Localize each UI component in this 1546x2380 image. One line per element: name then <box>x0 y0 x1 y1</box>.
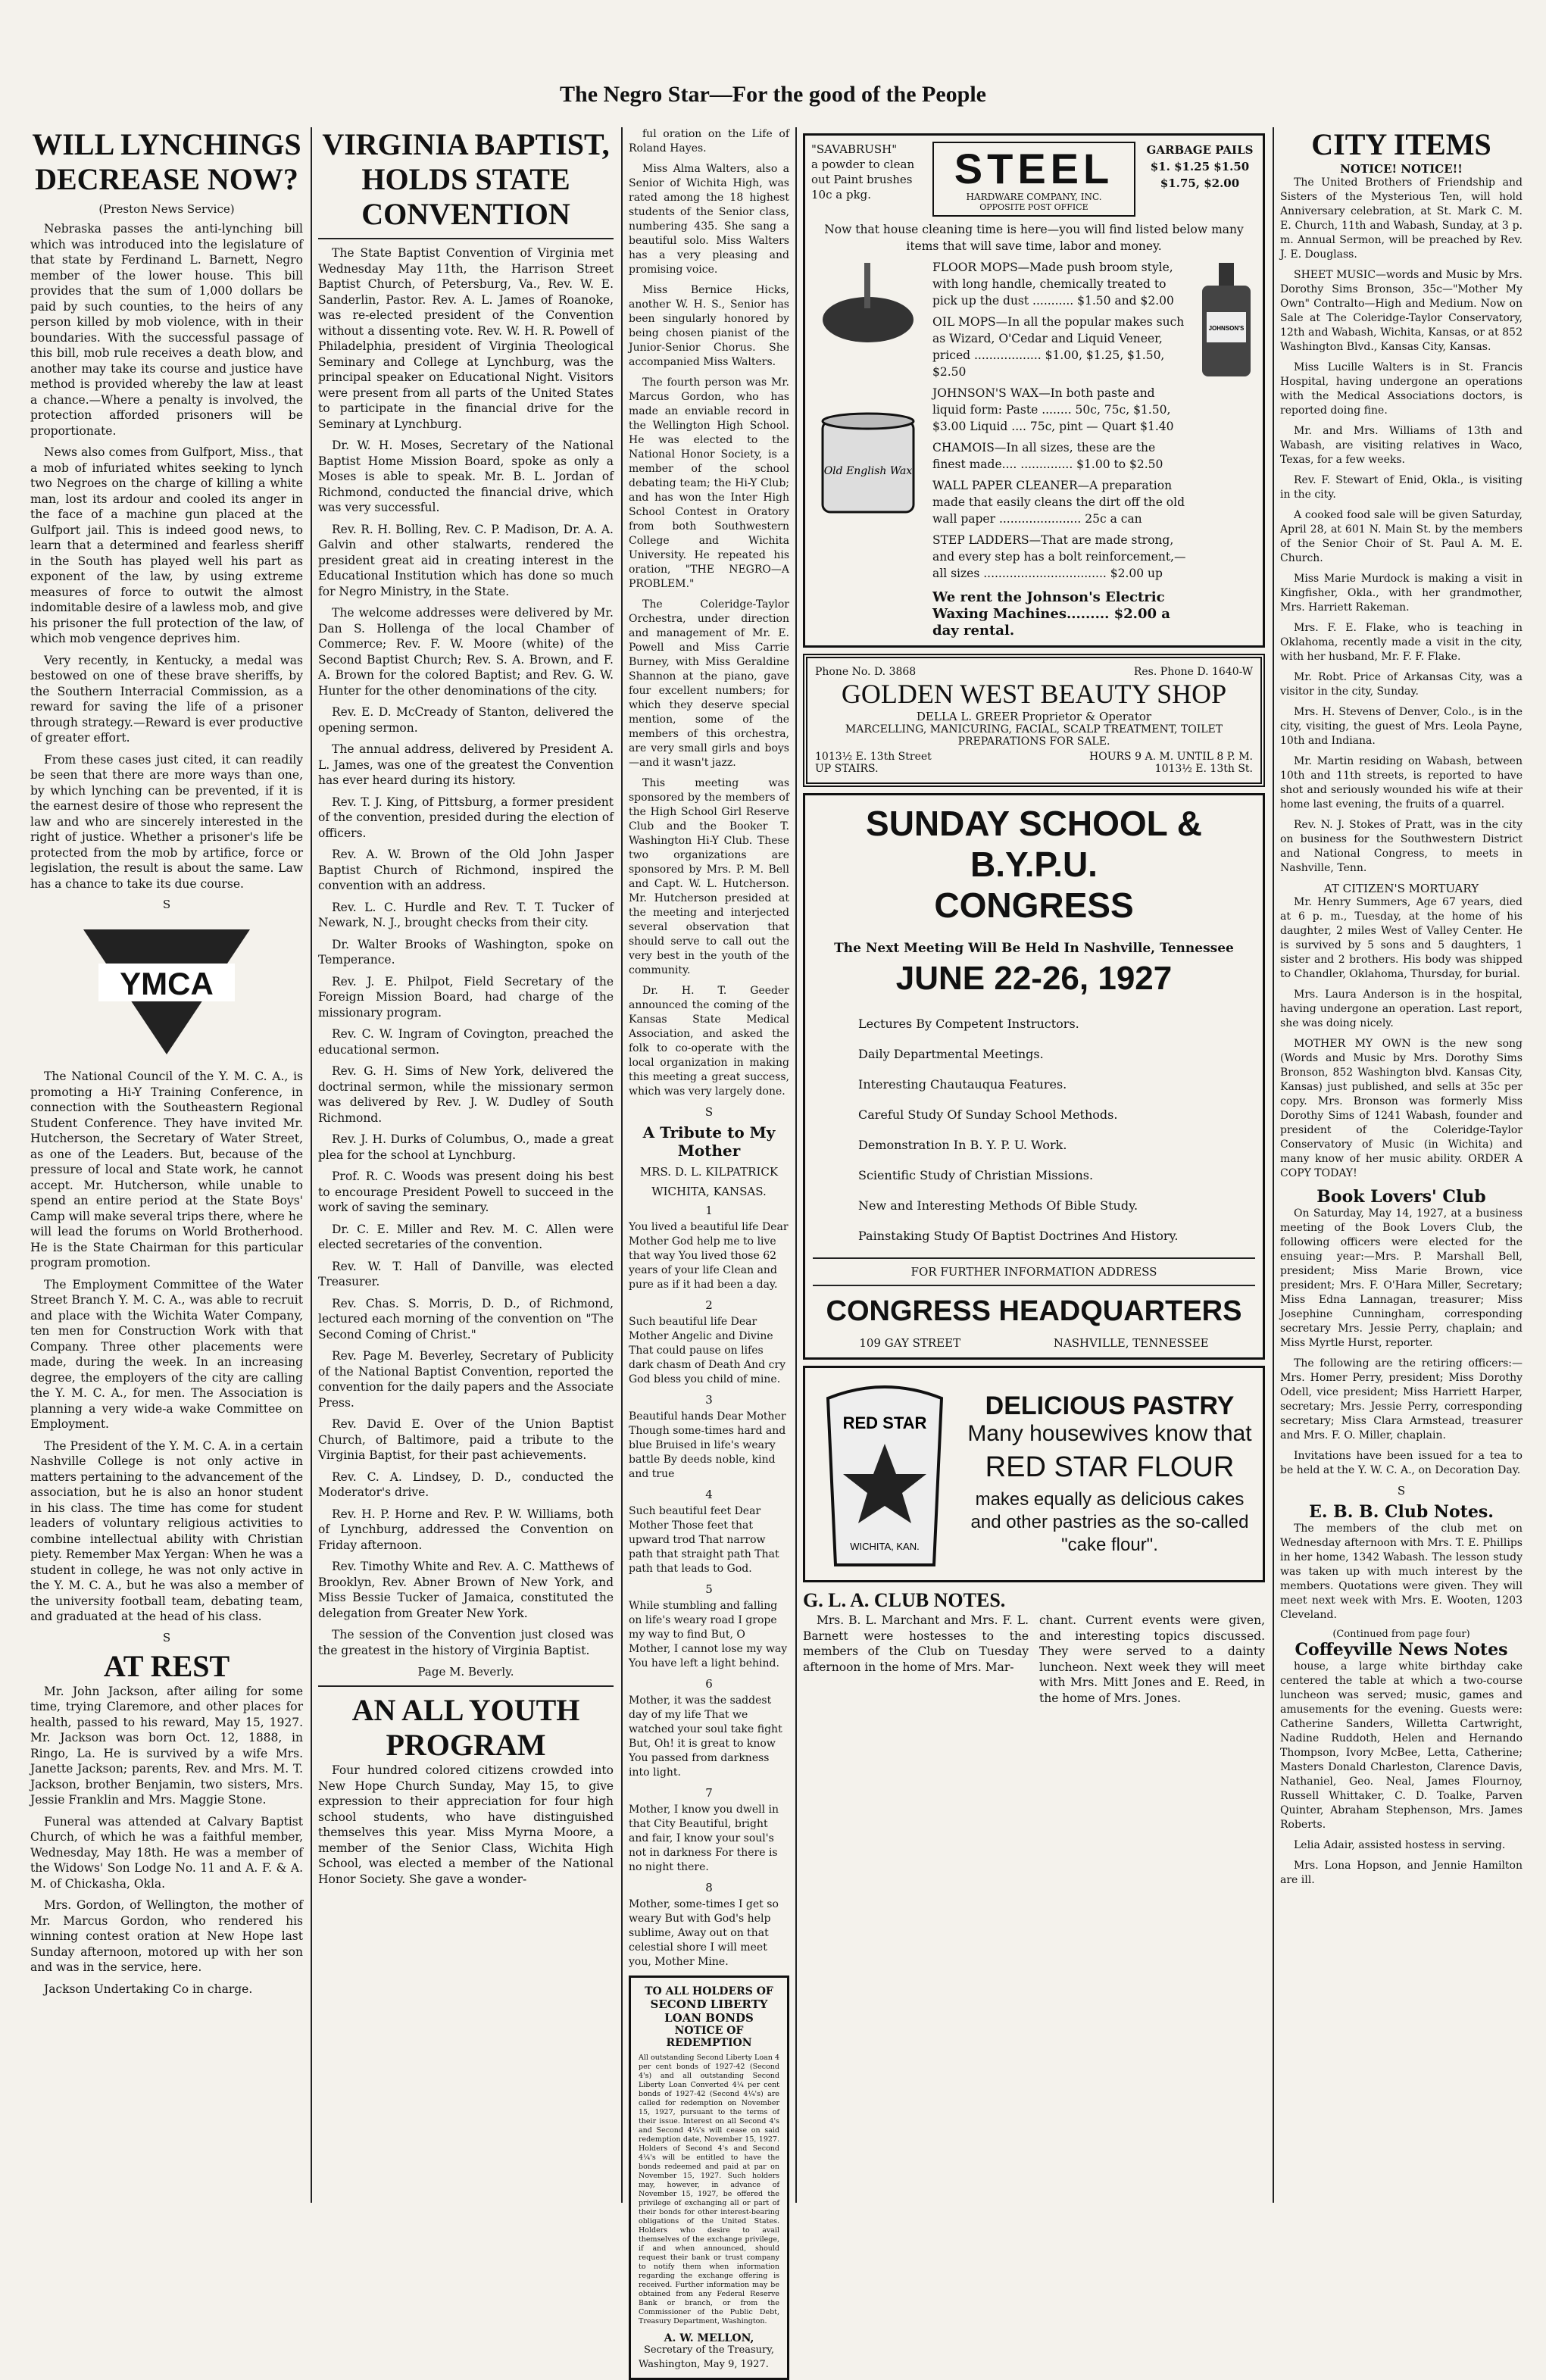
ss-dates: JUNE 22-26, 1927 <box>895 960 1173 997</box>
flour-subhead: Many housewives know that <box>967 1421 1252 1446</box>
ss-city: NASHVILLE, TENNESSEE <box>1053 1336 1209 1350</box>
ad-body <box>811 259 1257 639</box>
gw-phones <box>815 666 1253 678</box>
poem-stanza: You lived a beautiful life Dear Mother God help me to live that way You lived those 62 years of your life Clean and pure as if it had been a day. <box>629 1221 789 1291</box>
column-rule <box>621 127 623 2203</box>
column-1 <box>30 127 303 2203</box>
article-paragraph: Rev. T. J. King, of Pittsburg, a former president of the convention, presided during the election of officers. <box>318 795 614 840</box>
headline-coffeyville: Coffeyville News Notes <box>1295 1640 1508 1660</box>
stanza-number: 8 <box>705 1881 713 1894</box>
garbage-title: GARBAGE PAILS <box>1146 143 1254 157</box>
gw-phone: Phone No. D. 3868 <box>815 666 917 678</box>
article-paragraph: The State Baptist Convention of Virginia met Wednesday May 11th, the Harrison Street Baptist Church, of Petersburg, Va., Rev. W. E. Sanderlin, Pastor. Rev. A. L. James of Roanoke, was re-elected president of the Convention without a dissenting vote. Rev. W. H. R. Powell of Philadelphia, president of Virginia Theological Seminary and College at Lynchburg, was the principal speaker on Educational Night. Visitors were present from all parts of the United States to participate in the financial drive for the Seminary at Lynchburg. <box>318 246 614 431</box>
poem-title: A Tribute to My Mother <box>642 1123 776 1160</box>
article-paragraph: Rev. L. C. Hurdle and Rev. T. T. Tucker of Newark, N. J., brought checks from their city. <box>318 900 614 929</box>
poem-stanza: Mother, some-times I get so weary But with God's help sublime, Away out on that celestial shore I will meet you, Mother Mine. <box>629 1898 779 1968</box>
poem-stanza: Mother, it was the saddest day of my life That we watched your soul take fight But, Oh! it is great to know You passed from darkness into light. <box>629 1694 782 1779</box>
gw-details <box>815 763 1253 775</box>
article-paragraph: Rev. Chas. S. Morris, D. D., of Richmond, lectured each morning of the convention on "The Second Coming of Christ." <box>318 1296 614 1341</box>
signature: Page M. Beverly. <box>417 1665 514 1679</box>
poem-stanza: While stumbling and falling on life's weary road I grope my way to find But, O Mother, I cannot lose my way You have left a light behind. <box>629 1600 788 1669</box>
savabrush-desc: a powder to clean out Paint brushes <box>811 158 915 186</box>
article-paragraph: Rev. J. E. Philpot, Field Secretary of the Foreign Mission Board, had charge of the missionary program. <box>318 974 614 1020</box>
divider <box>318 1685 614 1687</box>
poem <box>629 1204 789 1969</box>
column-4 <box>803 127 1265 2203</box>
article-paragraph: The National Council of the Y. M. C. A., is promoting a Hi-Y Training Conference, in connection with the Southeastern Regional Student Conference. They have invited Mr. Hutcherson, the Secretary of Water Street, as one of the Leaders. But, because of the pressure of local and State work, he cannot accept. Mr. Hutcherson, while unable to spend an entire period at the State Boys' Camp will make several trips there, where he will lead the forums on World Brotherhood. He is the State Chairman for this particular program promotion. <box>30 1070 303 1270</box>
article-paragraph: MOTHER MY OWN is the new song (Words and Music by Mrs. Dorothy Sims Bronson, 852 Washington blvd. Kansas City, Kansas) just published, and sells at 35c per copy. Mrs. Bronson was formerly Miss Dorothy Sims of 1241 Wabash, founder and president of the Coleridge-Taylor Conservatory of Music (in Wichita) and many know of her music ability. ORDER A COPY TODAY! <box>1280 1038 1523 1179</box>
article-paragraph: SHEET MUSIC—words and Music by Mrs. Dorothy Sims Bronson, 35c—"Mother My Own" Contralto—High and Medium. Now on Sale at The Coleridge-Taylor Conservatory, 12th and Wabash, Wichita, Kansas, or at 852 Washington Blvd., Kansas City, Kansas. <box>1280 269 1523 353</box>
article-paragraph: The Employment Committee of the Water Street Branch Y. M. C. A., was able to recruit and place with the Wichita Water Company, ten men for Construction Work with that Company. Three other placements were made, during the week. In an increasing degree, the employers of the city are calling the Y. M. C. A., for men. The Association is planning a very wide-a wake Committee on Employment. <box>30 1277 303 1431</box>
article-paragraph: The session of the Convention just closed was the greatest in the history of Virginia Baptist. <box>318 1628 614 1657</box>
article-paragraph: The welcome addresses were delivered by Mr. Dan S. Hollenga of the local Chamber of Commerce; Rev. F. W. Moore (white) of the Second Baptist Church; Rev. S. A. Brown, and F. A. Brown for the colored Baptist; and Rev. G. W. Hunter for the other denominations of the city. <box>318 606 614 698</box>
gw-upstairs: UP STAIRS. <box>815 763 879 775</box>
article-paragraph: Mr. and Mrs. Williams of 13th and Wabash, are visiting relatives in Waco, Texas, for a few weeks. <box>1280 425 1523 466</box>
article-paragraph: Rev. N. J. Stokes of Pratt, was in the city on business for the Southwestern District and National Congress, to meets in Nashville, Tenn. <box>1280 819 1523 874</box>
article-paragraph: Miss Alma Walters, also a Senior of Wichita High, was rated among the 18 highest students of the Senior class, numbering 435. She sang a beautiful solo. Miss Walters has a very pleasing and promising voice. <box>629 163 789 276</box>
ss-title: SUNDAY SCHOOL & B.Y.P.U. <box>866 804 1202 884</box>
ad-item: CHAMOIS—In all sizes, these are the finest made.... .............. $1.00 to $2.50 <box>932 441 1163 471</box>
column-rule <box>311 127 312 2203</box>
article-paragraph: Rev. Timothy White and Rev. A. C. Matthews of Brooklyn, Rev. Abner Brown of New York, and Miss Bessie Tucker of Jamaica, constituted the delegation from Greater New York. <box>318 1560 614 1620</box>
ss-feature-item: Interesting Chautauqua Features. <box>858 1077 1067 1092</box>
stanza-number: 6 <box>705 1677 713 1691</box>
poem-stanza: Such beautiful life Dear Mother Angelic and Divine That could pause on lifes dark chasm of Death And cry God bless you child of mine. <box>629 1316 786 1385</box>
flour-bag-city: WICHITA, KAN. <box>850 1541 920 1552</box>
notice-heading: TO ALL HOLDERS OF <box>645 1985 773 1997</box>
gw-hours: HOURS 9 A. M. UNTIL 8 P. M. <box>1089 751 1253 763</box>
stanza-number: 7 <box>705 1786 713 1800</box>
red-star-flour-ad <box>803 1366 1265 1582</box>
article-paragraph: Dr. C. E. Miller and Rev. M. C. Allen were elected secretaries of the convention. <box>318 1222 614 1251</box>
ad-item: FLOOR MOPS—Made push broom style, with long handle, chemically treated to pick up the dust ........... $1.50 and $2.00 <box>932 261 1174 308</box>
article-paragraph: Mrs. Lona Hopson, and Jennie Hamilton are ill. <box>1280 1860 1523 1886</box>
poem-stanza: Mother, I know you dwell in that City Beautiful, bright and fair, I know your soul's not in darkness For there is no night there. <box>629 1804 779 1873</box>
article-paragraph: Rev. C. W. Ingram of Covington, preached the educational sermon. <box>318 1027 614 1057</box>
flour-bag-icon <box>813 1376 957 1573</box>
steel-logo <box>932 142 1135 217</box>
notice-label: NOTICE! NOTICE!! <box>1340 162 1463 176</box>
article-paragraph: Rev. G. H. Sims of New York, delivered the doctrinal sermon, while the missionary sermon was delivered by Rev. J. W. Dudley of South Richmond. <box>318 1064 614 1125</box>
savabrush-box <box>811 142 925 202</box>
article-paragraph: The President of the Y. M. C. A. in a certain Nashville College is not only active in matters pertaining to the advancement of the association, but he is also an honor student in his class. The time has come for student leaders of voluntary religious activities to combine intellectual ability with Christian piety. Remember Max Yergan: When he was a student in college, he was not only active in the Y. M. C. A., but he was also a member of the university football team, debating team, and graduated at the head of his class. <box>30 1438 303 1623</box>
golden-west-ad <box>803 654 1265 787</box>
ss-title: CONGRESS <box>934 885 1134 925</box>
ad-item: JOHNSON'S WAX—In both paste and liquid form: Paste ........ 50c, 75c, $1.50, $3.00 Liquid .... 75c, pint — Quart $1.40 <box>932 386 1174 433</box>
bottle-label: JOHNSON'S <box>1208 325 1245 332</box>
article-paragraph: Four hundred colored citizens crowded into New Hope Church Sunday, May 15, to give expression to their appreciation for four high school students, who have distinguished themselves this year. Miss Myrna Moore, a member of the Senior Class, Wichita High School, was elected a member of the National Honor Society. She gave a wonder- <box>318 1763 614 1886</box>
byline: (Preston News Service) <box>98 202 235 216</box>
article-paragraph: Rev. W. T. Hall of Danville, was elected Treasurer. <box>318 1259 614 1288</box>
article-paragraph: The annual address, delivered by President A. L. James, was one of the greatest the Convention has ever heard during its history. <box>318 742 614 787</box>
ss-headquarters: CONGRESS HEADQUARTERS <box>826 1295 1242 1327</box>
gw-services: MARCELLING, MANICURING, FACIAL, SCALP TREATMENT, TOILET PREPARATIONS FOR SALE. <box>845 723 1223 748</box>
article-paragraph: Very recently, in Kentucky, a medal was bestowed on one of these brave sheriffs, by the Southern Interracial Commission, as a reward for saving the life of a prisoner through strategy.—Reward is ever productive of greater effort. <box>30 653 303 745</box>
article-paragraph: This meeting was sponsored by the members of the High School Girl Reserve Club and the Booker T. Washington Hi-Y Club. These two organizations are sponsored by Mrs. P. M. Bell and Capt. W. L. Hutcherson. Mr. Hutcherson presided at the meeting and interjected several observation that should serve to call out the very best in the youth of the community. <box>629 777 789 976</box>
divider <box>813 1285 1255 1286</box>
subhead-mortuary: AT CITIZEN'S MORTUARY <box>1323 882 1479 895</box>
ad-item: WALL PAPER CLEANER—A preparation made that easily cleans the dirt off the old wall paper ...................... 25c a can <box>932 479 1185 526</box>
article-paragraph: The members of the club met on Wednesday afternoon with Mrs. T. E. Phillips in her home, 1342 Wabash. The lesson study was taken up with much interest by the members. Quotations were given. They will meet next week with Mrs. E. Wooten, 1203 Cleveland. <box>1280 1523 1523 1621</box>
steel-hardware-ad <box>803 133 1265 648</box>
headline-youth-program: AN ALL YOUTH PROGRAM <box>351 1693 580 1762</box>
article-paragraph: The fourth person was Mr. Marcus Gordon, who has made an enviable record in the Wellington High School. He was elected to the National Honor Society, is a member of the school debating team; the Hi-Y Club; and has won the Inter High School Contest in Oratory from both Southwestern College and Wichita University. He repeated his oration, "THE NEGRO—A PROBLEM." <box>629 376 789 590</box>
ad-items <box>932 259 1188 639</box>
article-paragraph: Dr. W. H. Moses, Secretary of the National Baptist Home Mission Board, spoke as only a Moses is able to speak. Mr. B. L. Jordan of Richmond, conducted the financial drive, which was very successful. <box>318 439 614 514</box>
wax-can-icon <box>811 406 925 520</box>
column-5 <box>1280 127 1523 2203</box>
separator: S <box>162 1630 171 1644</box>
ad-rental: We rent the Johnson's Electric Waxing Machines......... $2.00 a day rental. <box>932 589 1170 639</box>
headline-ebb-club: E. B. B. Club Notes. <box>1309 1502 1494 1522</box>
article-paragraph: Nebraska passes the anti-lynching bill which was introduced into the legislature of that state by Ferdinand L. Barnett, Negro member of the lower house. This bill provides that the sum of 1,000 dollars be paid by such counties, to the heirs of any person killed by mob violence, with in their boundaries. With the successful passage of this bill, mob rule receives a death blow, and another may take its course and justice have method is provided whereby the law at least a chance.—Where a penalty is involved, the protection afforded prisoners will be proportionate. <box>30 222 303 438</box>
ss-feature-item: Daily Departmental Meetings. <box>858 1047 1044 1061</box>
continued-note: (Continued from page four) <box>1332 1629 1470 1640</box>
flour-claim: makes equally as delicious cakes and other pastries as the so-called "cake flour". <box>970 1489 1249 1555</box>
column-rule <box>1273 127 1274 2203</box>
ss-further: FOR FURTHER INFORMATION ADDRESS <box>910 1265 1157 1279</box>
separator: S <box>1397 1484 1406 1498</box>
steel-logo-text: STEEL <box>954 145 1114 192</box>
steel-logo-sub: HARDWARE COMPANY, INC. <box>966 192 1102 202</box>
steel-logo-addr: OPPOSITE POST OFFICE <box>979 202 1088 212</box>
gw-proprietor: DELLA L. GREER Proprietor & Operator <box>916 710 1152 723</box>
ss-feature-item: New and Interesting Methods Of Bible Study. <box>858 1198 1138 1213</box>
ss-feature-item: Painstaking Study Of Baptist Doctrines And History. <box>858 1229 1179 1243</box>
article-paragraph: Mrs. Laura Anderson is in the hospital, having undergone an operation. Last report, she was doing nicely. <box>1280 989 1523 1029</box>
bottle-image <box>1196 259 1257 639</box>
flour-bag-label: RED STAR <box>842 1413 927 1432</box>
article-paragraph: On Saturday, May 14, 1927, at a business meeting of the Book Lovers Club, the following officers were elected for the ensuing year:—Mrs. P. Marshall Bell, president; Miss Marie Brown, vice president; Mrs. F. O'Hara Miller, Secretary; Miss Edna Lannagan, treasurer; Miss Josephine Cunningham, corresponding secretary Mrs. Jessie Perry, chaplain; and Miss Myrtle Hurst, reporter. <box>1280 1207 1523 1349</box>
article-paragraph: The United Brothers of Friendship and Sisters of the Mysterious Ten, will hold Anniversary celebration, at St. Mark C. M. E. Church, 11th and Wabash, Sunday, at 3 p. m. Annual Sermon, will be preached by Rev. J. E. Douglass. <box>1280 176 1523 261</box>
ad-images <box>811 259 925 639</box>
ss-street: 109 GAY STREET <box>859 1336 961 1350</box>
wax-can-label: Old English Wax <box>823 465 913 477</box>
garbage-pails-box <box>1143 142 1257 192</box>
article-paragraph: Rev. C. A. Lindsey, D. D., conducted the Moderator's drive. <box>318 1470 614 1499</box>
separator: S <box>704 1105 714 1119</box>
flour-headline: DELICIOUS PASTRY <box>985 1391 1235 1420</box>
gw-address: 1013½ E. 13th Street <box>815 751 932 763</box>
ss-feature-item: Demonstration In B. Y. P. U. Work. <box>858 1138 1067 1152</box>
notice-signature-title: Secretary of the Treasury, <box>644 2344 774 2356</box>
wax-bottle-icon <box>1196 259 1257 380</box>
divider <box>318 238 614 239</box>
gw-details <box>815 751 1253 763</box>
article-paragraph: Rev. J. H. Durks of Columbus, O., made a great plea for the school at Lynchburg. <box>318 1132 614 1162</box>
poem-stanza: Beautiful hands Dear Mother Though some-times hard and blue Bruised in life's weary battle By deeds noble, kind and true <box>629 1410 786 1480</box>
stanza-number: 5 <box>705 1582 713 1596</box>
article-paragraph: ful oration on the Life of Roland Hayes. <box>629 128 789 155</box>
headline-at-rest: AT REST <box>103 1648 230 1683</box>
article-paragraph: News also comes from Gulfport, Miss., that a mob of infuriated whites seeking to lynch two Negroes on the charge of killing a white man, lost its ardour and cooled its anger in the face of a machine gun placed at the Gulfport jail. This is indeed good news, to learn that a determined and fearless sheriff in the South has played well his part as exponent of the law, by using extreme measures of force to outwit the almost indomitable desire of a lawless mob, and give his prisoner the full protection of the law, of which mob vengence deprives him. <box>30 445 303 645</box>
article-paragraph: Invitations have been issued for a tea to be held at the Y. W. C. A., on Decoration Day. <box>1280 1450 1523 1476</box>
article-paragraph: Rev. R. H. Bolling, Rev. C. P. Madison, Dr. A. A. Galvin and other stalwarts, rendered the president great aid in creating interest in the Educational Institution which has done so much for Negro Ministry, in the State. <box>318 522 614 598</box>
headline-city-items: CITY ITEMS <box>1311 127 1491 161</box>
ad-header <box>811 142 1257 217</box>
ss-feature-item: Careful Study Of Sunday School Methods. <box>858 1107 1118 1122</box>
notice-signature: A. W. MELLON, <box>664 2332 754 2344</box>
article-paragraph: The following are the retiring officers:—Mrs. Homer Perry, president; Miss Dorothy Odell, vice president; Miss Harriett Harper, secretary; Mrs. Jessie Perry, corresponding secretary; Miss Clara Armstead, treasurer and Mrs. F. O. Miller, chaplain. <box>1280 1357 1523 1441</box>
article-paragraph: Mr. John Jackson, after ailing for some time, trying Claremore, and other places for health, passed to his reward, May 15, 1927. Mr. Jackson was born Oct. 12, 1888, in Ringo, La. He is survived by a wife Mrs. Janette Jackson; parents, Rev. and Mrs. M. T. Jackson, brother Benjamin, two sisters, Mrs. Jessie Franklin and Mrs. Maggie Stone. <box>30 1684 303 1807</box>
article-paragraph: Mrs. F. E. Flake, who is teaching in Oklahoma, recently made a visit in the city, with her husband, Mr. F. F. Flake. <box>1280 622 1523 663</box>
article-paragraph: Mr. Robt. Price of Arkansas City, was a visitor in the city, Sunday. <box>1280 671 1523 698</box>
savabrush-title: "SAVABRUSH" <box>811 142 898 156</box>
article-paragraph: Mrs. Gordon, of Wellington, the mother of Mr. Marcus Gordon, who rendered his winning contest oration at New Hope last Sunday afternoon, motored up with her son and was in the service, here. <box>30 1898 303 1974</box>
divider <box>813 1257 1255 1259</box>
article-paragraph: Mrs. H. Stevens of Denver, Colo., is in the city, visiting, the guest of Mrs. Leola Payne, 10th and Indiana. <box>1280 706 1523 747</box>
stanza-number: 2 <box>705 1298 713 1312</box>
headline-gla-club: G. L. A. CLUB NOTES. <box>803 1589 1006 1611</box>
article-paragraph: Miss Bernice Hicks, another W. H. S., Senior has been singularly honored by being chosen pianist of the Junior-Senior Chorus. She accompanied Miss Walters. <box>629 284 789 368</box>
ss-feature-item: Lectures By Competent Instructors. <box>858 1017 1079 1031</box>
column-2 <box>318 127 614 2203</box>
garbage-price: $1. $1.25 $1.50 <box>1150 160 1250 173</box>
article-paragraph: A cooked food sale will be given Saturday, April 28, at 601 N. Main St. by the members of the Senior Choir of St. Paul A. M. E. Church. <box>1280 509 1523 564</box>
notice-heading: SECOND LIBERTY LOAN BONDS <box>650 1997 768 2025</box>
savabrush-price: 10c a pkg. <box>811 188 872 201</box>
ad-item: OIL MOPS—In all the popular makes such as Wizard, O'Cedar and Liquid Veneer, priced .................. $1.00, $1.25, $1.50, $2.50 <box>932 315 1185 379</box>
article-paragraph: Rev. F. Stewart of Enid, Okla., is visiting in the city. <box>1280 474 1523 501</box>
ss-feature-item: Scientific Study of Christian Missions. <box>858 1168 1094 1182</box>
ss-address <box>813 1336 1255 1350</box>
article-paragraph: house, a large white birthday cake centered the table at which a two-course luncheon was served; music, games and amusements for the evening. Guests were: Catherine Sanders, Willetta Cartwright, Nadine Ruddoth, Helen and Hernando Thompson, Ivory McBee, Letta, Catherine; Masters Donald Charleston, Clarence Davis, Nathaniel, Geo. Neal, James Flournoy, Russell Whittaker, C. D. Toalke, Parven Quinter, Abraham Stephenson, Mrs. James Roberts. <box>1280 1660 1523 1831</box>
article-paragraph: Mr. Henry Summers, Age 67 years, died at 6 p. m., Tuesday, at the home of his daughter, 2 miles West of Valley Center. He is survived by 5 sons and 5 daughters, 1 sister and 2 brothers. His body was shipped to Chandler, Oklahoma, Thursday, for burial. <box>1280 896 1523 980</box>
ss-features-list <box>813 1009 1255 1251</box>
stanza-number: 1 <box>705 1204 713 1217</box>
stanza-number: 3 <box>705 1393 713 1407</box>
article-paragraph: Rev. E. D. McCready of Stanton, delivered the opening sermon. <box>318 705 614 735</box>
article-paragraph: Dr. Walter Brooks of Washington, spoke on Temperance. <box>318 937 614 967</box>
flour-copy <box>964 1391 1255 1557</box>
poem-author: MRS. D. L. KILPATRICK <box>639 1165 779 1179</box>
article-paragraph: Rev. A. W. Brown of the Old John Jasper Baptist Church of Richmond, inspired the convention with an address. <box>318 848 614 892</box>
ymca-logo <box>76 922 258 1058</box>
poem-stanza: Such beautiful feet Dear Mother Those feet that upward trod That narrow path that straight path That path that leads to God. <box>629 1505 779 1575</box>
notice-body: All outstanding Second Liberty Loan 4 per cent bonds of 1927-42 (Second 4's) and all outstanding Second Liberty Loan Converted 4¼ per cent bonds of 1927-42 (Second 4¼'s) are called for redemption on November 15, 1927, pursuant to the terms of their issue. Interest on all Second 4's and Second 4¼'s will cease on said redemption date, November 15, 1927. Holders of Second 4's and Second 4¼'s will be entitled to have the bonds redeemed and paid at par on November 15, 1927. Such holders may, however, in advance of November 15, 1927, be offered the privilege of exchanging all or part of their bonds for other interest-bearing obligations of the United States. Holders who desire to avail themselves of the exchange privilege, if and when announced, should request their bank or trust company to notify them when information regarding the exchange offering is received. Further information may be obtained from any Federal Reserve Bank or branch, or from the Commissioner of the Public Debt, Treasury Department, Washington. <box>639 2054 779 2325</box>
ss-next-meeting: The Next Meeting Will Be Held In Nashville, Tennessee <box>834 941 1234 956</box>
ymca-logo-text: YMCA <box>120 966 214 1001</box>
liberty-loan-notice <box>629 1976 789 2380</box>
headline-virginia-baptist: VIRGINIA BAPTIST, HOLDS STATE CONVENTION <box>322 127 610 231</box>
article-paragraph: Mr. Martin residing on Wabash, between 10th and 11th streets, is reported to have shot and seriously wounded his wife at their home last evening, the fruits of a quarrel. <box>1280 755 1523 811</box>
article-paragraph: chant. Current events were given, and interesting topics discussed. They were served to a dainty luncheon. Next week they will meet with Mrs. Mitt Jones and E. Reed, in the home of Mrs. Jones. <box>1039 1613 1265 1705</box>
article-paragraph: Prof. R. C. Woods was present doing his best to encourage President Powell to succeed in the work of saving the seminary. <box>318 1170 614 1214</box>
headline-book-lovers: Book Lovers' Club <box>1316 1187 1486 1207</box>
garbage-price: $1.75, $2.00 <box>1160 176 1240 190</box>
stanza-number: 4 <box>705 1488 713 1501</box>
article-paragraph: Miss Lucille Walters is in St. Francis Hospital, having undergone an operations with the Medical Associations doctors, is reported doing fine. <box>1280 361 1523 417</box>
article-paragraph: The Coleridge-Taylor Orchestra, under direction and management of Mr. E. Powell and Miss Carrie Burney, with Miss Geraldine Shannon at the piano, gave four excellent numbers; for which they deserve special mention, some of the members of this orchestra, are very small girls and boys—and it wasn't jazz. <box>629 598 789 769</box>
article-paragraph: Rev. Page M. Beverley, Secretary of Publicity of the National Baptist Convention, reported the convention for the daily papers and the Associate Press. <box>318 1349 614 1410</box>
sunday-school-ad <box>803 793 1265 1360</box>
article-paragraph: Rev. David E. Over of the Union Baptist Church, of Baltimore, paid a tribute to the Virginia Baptist, for their past achievements. <box>318 1417 614 1462</box>
column-rule <box>795 127 797 2203</box>
gla-club-body <box>803 1613 1265 1712</box>
article-paragraph: From these cases just cited, it can readily be seen that there are more ways than one, by which lynching can be prevented, if it is the earnest desire of those who represent the law and who are sincerely interested in the right of justice. Whether a prisoner's life be protected from the mob by artifice, force or legislation, the result is about the same. Law has a chance to take its due course. <box>30 752 303 891</box>
article-paragraph: Lelia Adair, assisted hostess in serving. <box>1294 1839 1506 1851</box>
column-3 <box>629 127 789 2370</box>
notice-heading: NOTICE OF REDEMPTION <box>666 2025 752 2049</box>
poem-place: WICHITA, KANSAS. <box>651 1185 767 1198</box>
article-paragraph: Mrs. B. L. Marchant and Mrs. F. L. Barnett were hostesses to the members of the Club on Tuesday afternoon in the home of Mrs. Mar- <box>803 1613 1029 1674</box>
article-paragraph: Jackson Undertaking Co in charge. <box>44 1982 253 1996</box>
article-paragraph: Rev. H. P. Horne and Rev. P. W. Williams, both of Lynchburg, addressed the Convention on Friday afternoon. <box>318 1507 614 1552</box>
ad-intro: Now that house cleaning time is here—you will find listed below many items that will save time, labor and money. <box>824 223 1244 253</box>
mop-icon <box>811 259 925 350</box>
gw-name: GOLDEN WEST BEAUTY SHOP <box>841 679 1227 709</box>
ad-item: STEP LADDERS—That are made strong, and every step has a bolt reinforcement,—all sizes ................................. $2.00 up <box>932 533 1186 580</box>
article-paragraph: Miss Marie Murdock is making a visit in Kingfisher, Okla., with her grandmother, Mrs. Harriett Rakeman. <box>1280 573 1523 614</box>
gw-phone: Res. Phone D. 1640-W <box>1133 666 1253 678</box>
notice-date: Washington, May 9, 1927. <box>639 2359 769 2370</box>
gw-address: 1013½ E. 13th St. <box>1154 763 1253 775</box>
separator: S <box>162 898 171 911</box>
flour-brand: RED STAR FLOUR <box>985 1451 1235 1483</box>
article-paragraph: Funeral was attended at Calvary Baptist Church, of which he was a faithful member, Wednesday, May 18th. He was a member of the Widows' Son Lodge No. 11 and A. F. & A. M. of Chickasha, Okla. <box>30 1814 303 1891</box>
headline-lynchings: WILL LYNCHINGS DECREASE NOW? <box>32 127 301 196</box>
article-paragraph: Dr. H. T. Geeder announced the coming of the Kansas State Medical Association, and asked the folk to co-operate with the local organization in making this meeting a great success, which was very largely done. <box>629 985 789 1098</box>
masthead: The Negro Star—For the good of the People <box>560 82 986 107</box>
